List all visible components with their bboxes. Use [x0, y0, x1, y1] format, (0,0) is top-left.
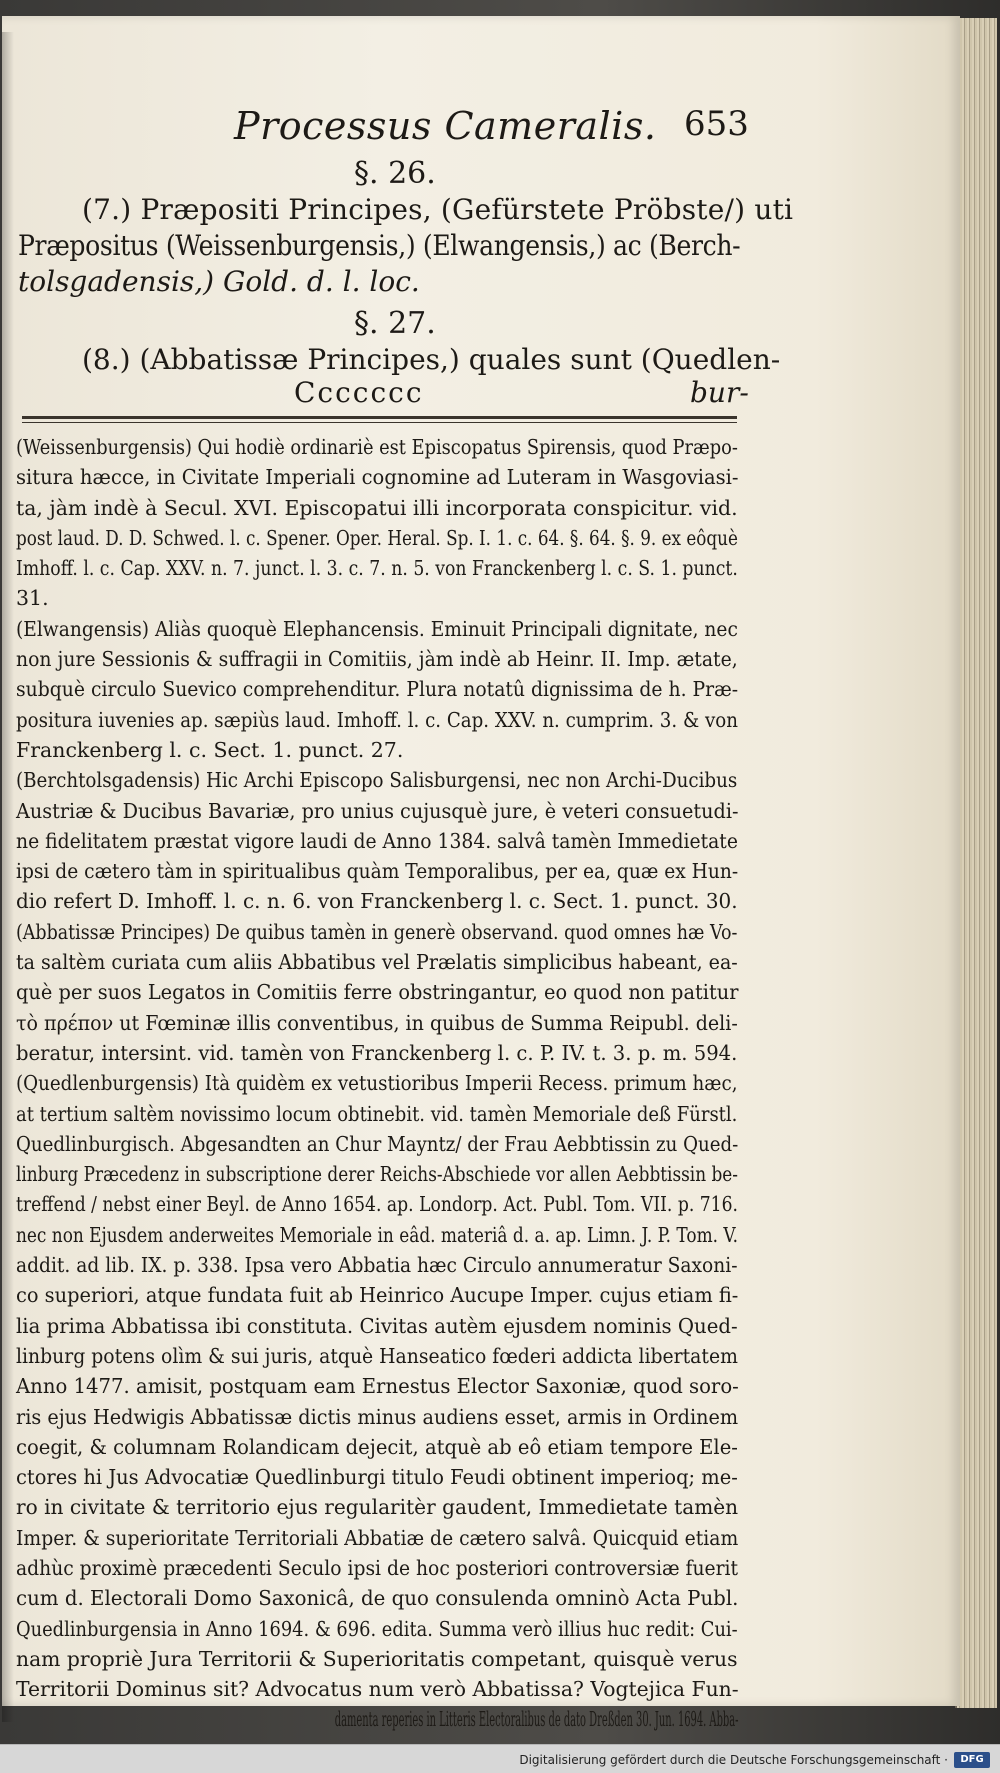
note-line: ctores hi Jus Advocatiæ Quedlinburgi titulo Feudi obtinent imperioq; me- [16, 1465, 738, 1490]
dfg-logo: DFG [954, 1752, 990, 1768]
note-line: Austriæ & Ducibus Bavariæ, pro unius cujusquè jure, è veteri consuetudi- [16, 798, 739, 823]
note-line: dio refert D. Imhoff. l. c. n. 6. von Franckenberg l. c. Sect. 1. punct. 30. [16, 889, 738, 914]
note-line: situra hæcce, in Civitate Imperiali cognomine ad Luteram in Wasgoviasi- [16, 465, 739, 490]
section-mark-27: §. 27. [354, 306, 436, 341]
section-27-line-1: (8.) (Abbatissæ Principes,) quales sunt (Quedlen- [82, 343, 781, 376]
separator-rule-thin [22, 422, 737, 423]
footer-bar [0, 1744, 1000, 1773]
page-edges [955, 18, 997, 1708]
note-line: adhùc proximè præcedenti Seculo ipsi de hoc posteriori controversiæ fuerit [16, 1555, 739, 1580]
note-line: linburg potens olìm & sui juris, atquè Hanseatico fœderi addicta libertatem [16, 1343, 738, 1368]
note-line: ris ejus Hedwigis Abbatissæ dictis minus audiens esset, armis in Ordinem [16, 1404, 739, 1429]
note-line: nam propriè Jura Territorii & Superioritatis competant, quisquè verus [16, 1646, 738, 1671]
section-26-line-2: Præpositus (Weissenburgensis,) (Elwangensis,) ac (Berch- [18, 229, 741, 262]
note-line: Imper. & superioritate Territoriali Abbatiæ de cætero salvâ. Quicquid etiam [16, 1525, 739, 1550]
page-number: 653 [684, 104, 749, 144]
section-26-line-3: tolsgadensis,) Gold. d. l. loc. [18, 265, 420, 298]
note-line: ta, jàm indè à Secul. XVI. Episcopatui illi incorporata conspicitur. vid. [16, 495, 738, 520]
separator-rule [22, 416, 737, 419]
note-line: (Weissenburgensis) Qui hodiè ordinariè est Episcopatus Spirensis, quod Præpo- [16, 435, 738, 459]
signature-mark: Ccccccc [294, 376, 424, 409]
note-line: (Abbatissæ Principes) De quibus tamèn in generè observand. quod omnes hæ Vo- [16, 919, 738, 944]
footnotes [16, 432, 739, 1735]
note-line: Quedlinburgensia in Anno 1694. & 696. edita. Summa verò illius huc redit: Cui- [16, 1616, 738, 1641]
note-line: Quedlinburgisch. Abgesandten an Chur Mayntz/ der Frau Aebbtissin zu Qued- [16, 1131, 739, 1156]
note-line: lia prima Abbatissa ibi constituta. Civitas autèm ejusdem nominis Qued- [16, 1313, 738, 1338]
note-line: ro in civitate & territorio ejus regularitèr gaudent, Immedietate tamèn [16, 1495, 739, 1520]
note-line: 31. [16, 586, 49, 611]
note-line: subquè circulo Suevico comprehenditur. Plura notatû dignissima de h. Præ- [16, 677, 739, 702]
gutter-shadow [2, 32, 14, 1722]
note-line: què per suos Legatos in Comitiis ferre obstringantur, eo quod non patitur [16, 980, 739, 1005]
note-line: treffend / nebst einer Beyl. de Anno 1654. ap. Londorp. Act. Publ. Tom. VII. p. 716. [16, 1192, 738, 1217]
note-line: ne fidelitatem præstat vigore laudi de Anno 1384. salvâ tamèn Immedietate [16, 828, 738, 853]
note-line: positura iuvenies ap. sæpiùs laud. Imhoff. l. c. Cap. XXV. n. cumprim. 3. & von [16, 707, 738, 732]
note-line: co superiori, atque fundata fuit ab Heinrico Aucupe Imper. cujus etiam fi- [16, 1283, 739, 1308]
note-line: damenta reperies in Litteris Electoralibus de dato Dreßden 30. Jun. 1694. Abba- [334, 1707, 739, 1732]
note-line: addit. ad lib. IX. p. 338. Ipsa vero Abbatia hæc Circulo annumeratur Saxoni- [16, 1253, 738, 1278]
running-title: Processus Cameralis. [234, 104, 657, 148]
section-26-line-1: (7.) Præpositi Principes, (Gefürstete Pröbste/) uti [82, 193, 794, 226]
note-line: Anno 1477. amisit, postquam eam Ernestus Elector Saxoniæ, quod soro- [16, 1374, 739, 1399]
note-line: τὸ πρέπον ut Fœminæ illis conventibus, in quibus de Summa Reipubl. deli- [16, 1010, 738, 1035]
note-line: at tertium saltèm novissimo locum obtinebit. vid. tamèn Memoriale deß Fürstl. [16, 1101, 738, 1126]
note-line: (Quedlenburgensis) Ità quidèm ex vetustioribus Imperii Recess. primum hæc, [16, 1071, 738, 1096]
note-line: (Elwangensis) Aliàs quoquè Elephancensis. Eminuit Principali dignitate, nec [16, 616, 738, 641]
note-line: Territorii Dominus sit? Advocatus num verò Abbatissa? Vogtejica Fun- [16, 1677, 739, 1702]
footer-credit: Digitalisierung gefördert durch die Deutsche Forschungsgemeinschaft · [519, 1753, 948, 1767]
note-line: cum d. Electorali Domo Saxonicâ, de quo consulenda omninò Acta Publ. [16, 1586, 739, 1611]
note-line: ta saltèm curiata cum aliis Abbatibus vel Prælatis simplicibus habeant, ea- [16, 950, 738, 975]
note-line: linburg Præcedenz in subscriptione derer Reichs-Abschiede vor allen Aebbtissin be- [16, 1162, 738, 1187]
book-page [2, 16, 960, 1732]
note-line: post laud. D. D. Schwed. l. c. Spener. Oper. Heral. Sp. I. 1. c. 64. §. 64. §. 9. ex eôquè [16, 525, 738, 550]
note-line: Franckenberg l. c. Sect. 1. punct. 27. [16, 737, 404, 762]
catchword: bur- [690, 376, 749, 409]
note-line: (Berchtolsgadensis) Hic Archi Episcopo Salisburgensi, nec non Archi-Ducibus [16, 768, 738, 793]
section-mark-26: §. 26. [354, 156, 436, 191]
note-line: nec non Ejusdem anderweites Memoriale in eâd. materiâ d. a. ap. Limn. J. P. Tom. V. [16, 1222, 739, 1247]
note-line: ipsi de cætero tàm in spiritualibus quàm Temporalibus, per ea, quæ ex Hun- [16, 859, 739, 884]
note-line: Imhoff. l. c. Cap. XXV. n. 7. junct. l. 3. c. 7. n. 5. von Franckenberg l. c. S. 1. punct. [16, 556, 738, 581]
note-line: beratur, intersint. vid. tamèn von Franckenberg l. c. P. IV. t. 3. p. m. 594. [16, 1040, 738, 1065]
note-line: coegit, & columnam Rolandicam dejecit, atquè ab eô etiam tempore Ele- [16, 1434, 738, 1459]
note-line: non jure Sessionis & suffragii in Comitiis, jàm indè ab Heinr. II. Imp. ætate, [16, 647, 738, 672]
